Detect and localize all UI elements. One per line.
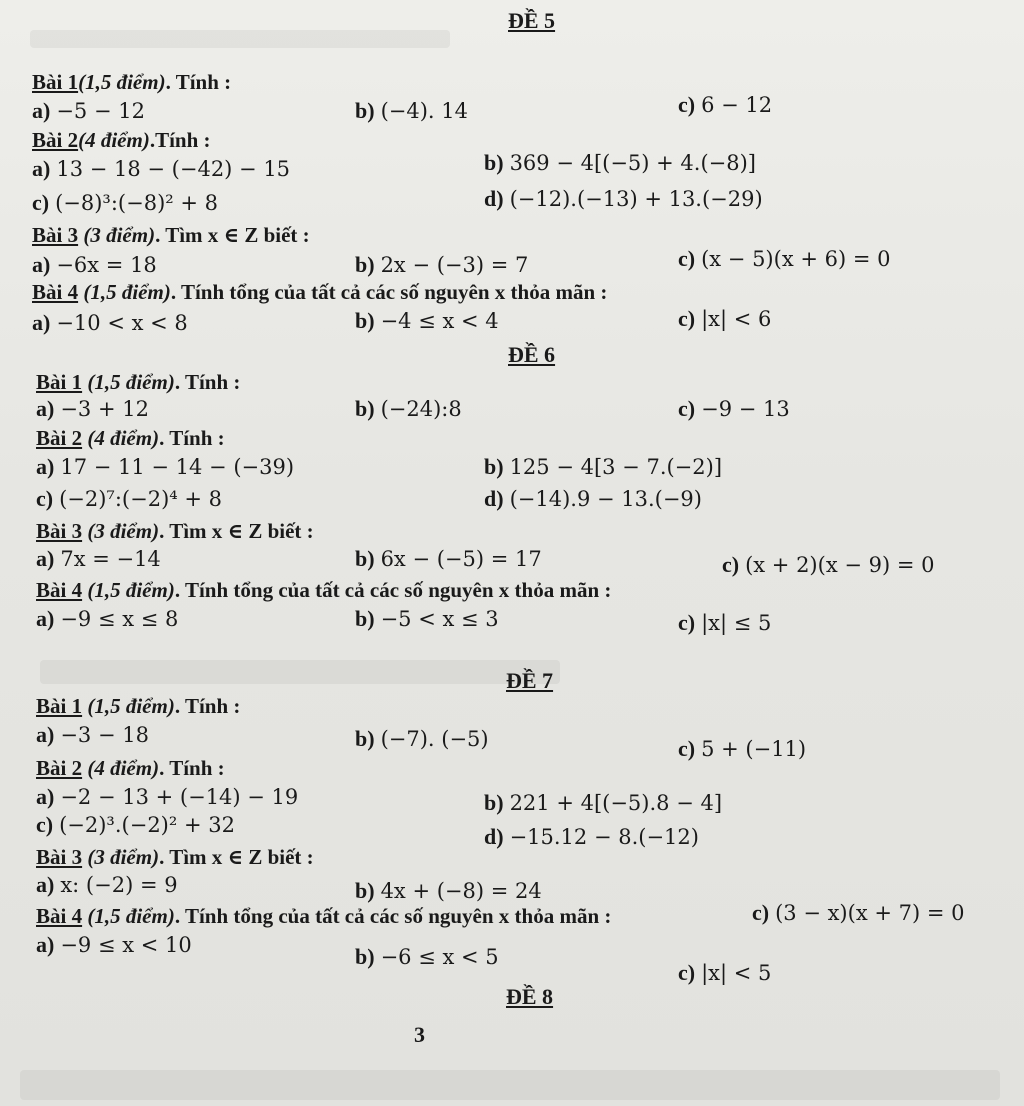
problem-expression: −4 ≤ x < 4 [380,309,499,333]
problem-item [32,310,188,336]
exercise-task: . Tính tổng của tất cả các số nguyên x thỏa mãn : [174,904,612,928]
exercise-number: Bài 1 [36,370,83,394]
problem-expression: (−2)³.(−2)² + 32 [59,813,235,837]
problem-expression: 7x = −14 [60,547,161,571]
exercise-number: Bài 4 [32,280,79,304]
problem-label: b) [355,878,375,903]
problem-expression: 6x − (−5) = 17 [380,547,542,571]
exercise-points: (1,5 điểm) [87,694,175,718]
problem-expression: 5 + (−11) [701,737,807,761]
exercise-number: Bài 3 [32,223,79,247]
problem-expression: (−14).9 − 13.(−9) [509,487,702,511]
page-number: 3 [414,1022,425,1047]
exercise-task: . Tính : [159,756,225,780]
exercise-points: (4 điểm) [87,426,160,450]
exercise-points: (4 điểm) [87,756,160,780]
problem-item [484,186,763,212]
exercise-title [36,904,611,929]
exercise-points: (4 điểm) [78,128,150,152]
problem-label: b) [355,546,375,571]
problem-label: c) [678,960,696,985]
problem-label: a) [36,396,55,421]
problem-expression: (−4). 14 [380,99,468,123]
problem-label: c) [36,812,54,837]
problem-expression: (x + 2)(x − 9) = 0 [745,553,935,577]
problem-label: c) [722,552,740,577]
problem-expression: −5 < x ≤ 3 [380,607,499,631]
problem-item [678,610,771,636]
exercise-task: . Tìm x ∈ Z biết : [159,845,314,869]
problem-item [484,150,756,176]
problem-label: a) [32,252,51,277]
problem-label: b) [355,252,375,277]
problem-expression: 4x + (−8) = 24 [380,879,542,903]
problem-expression: (−7). (−5) [380,727,489,751]
problem-item [36,454,294,480]
problem-expression: (−24):8 [380,397,462,421]
problem-item [36,606,178,632]
problem-item [678,92,772,118]
problem-item [355,606,499,632]
problem-label: c) [678,92,696,117]
problem-expression: |x| < 6 [701,307,772,331]
problem-item [678,396,790,422]
problem-item [355,252,528,278]
exercise-title [36,844,314,870]
exercise-number: Bài 1 [36,694,83,718]
section-heading: ĐỀ 6 [508,342,556,367]
problem-expression: |x| < 5 [701,961,772,985]
problem-label: c) [678,736,696,761]
problem-expression: |x| ≤ 5 [701,611,772,635]
exercise-number: Bài 2 [32,128,79,152]
problem-label: a) [32,156,51,181]
problem-item [36,932,192,958]
problem-item [355,878,542,904]
problem-expression: −3 + 12 [60,397,149,421]
problem-item [355,944,499,970]
problem-label: a) [36,454,55,479]
problem-expression: x: (−2) = 9 [60,873,178,897]
exercise-title [36,370,240,395]
exercise-task: . Tìm x ∈ Z biết : [159,519,314,543]
problem-label: a) [32,98,51,123]
exercise-points: (1,5 điểm) [87,904,175,928]
exercise-number: Bài 3 [36,845,83,869]
problem-label: d) [484,186,504,211]
problem-item [722,552,934,578]
problem-expression: 125 − 4[3 − 7.(−2)] [509,455,723,479]
problem-item [355,546,542,572]
exercise-points: (3 điểm) [83,223,156,247]
problem-item [32,98,145,124]
problem-label: a) [36,932,55,957]
exercise-title [32,280,607,305]
problem-label: a) [32,310,51,335]
problem-label: c) [36,486,54,511]
problem-label: d) [484,824,504,849]
exercise-points: (1,5 điểm) [83,280,171,304]
exercise-task: . Tính tổng của tất cả các số nguyên x thỏa mãn : [174,578,612,602]
problem-expression: −9 ≤ x < 10 [60,933,192,957]
problem-expression: 13 − 18 − (−42) − 15 [56,157,291,181]
section-heading: ĐỀ 7 [506,668,554,693]
problem-label: b) [484,790,504,815]
problem-label: a) [36,872,55,897]
problem-label: a) [36,546,55,571]
exercise-points: (1,5 điểm) [87,578,175,602]
problem-item [678,736,806,762]
problem-item [32,252,157,278]
exercise-number: Bài 2 [36,426,83,450]
problem-item [752,900,964,926]
problem-item [36,722,149,748]
exercise-title [36,756,225,781]
problem-label: a) [36,606,55,631]
problem-expression: (3 − x)(x + 7) = 0 [775,901,965,925]
exercise-task: . Tính : [159,426,225,450]
scan-smudge [30,30,450,48]
exercise-title [36,518,314,544]
exercise-task: . Tính : [174,370,241,394]
problem-label: b) [355,606,375,631]
problem-label: b) [355,308,375,333]
problem-label: c) [752,900,770,925]
scan-smudge [20,1070,1000,1100]
exercise-number: Bài 1 [32,70,79,94]
problem-item [36,396,149,422]
problem-expression: (−2)⁷:(−2)⁴ + 8 [59,487,222,511]
problem-item [32,156,290,182]
problem-item [32,190,218,216]
problem-expression: 369 − 4[(−5) + 4.(−8)] [509,151,757,175]
problem-expression: −9 ≤ x ≤ 8 [60,607,179,631]
problem-label: c) [678,396,696,421]
problem-expression: (−8)³:(−8)² + 8 [55,191,218,215]
section-heading: ĐỀ 5 [508,8,556,33]
exercise-number: Bài 4 [36,578,83,602]
problem-item [484,486,702,512]
exercise-task: .Tính : [149,128,211,152]
problem-expression: (x − 5)(x + 6) = 0 [701,247,891,271]
problem-item [36,784,298,810]
exercise-number: Bài 4 [36,904,83,928]
problem-expression: −2 − 13 + (−14) − 19 [60,785,299,809]
exercise-task: . Tính : [165,70,232,94]
exercise-number: Bài 3 [36,519,83,543]
problem-expression: −5 − 12 [56,99,145,123]
problem-item [36,546,161,572]
problem-label: a) [36,722,55,747]
problem-label: b) [355,944,375,969]
exercise-task: . Tìm x ∈ Z biết : [155,223,310,247]
problem-expression: −3 − 18 [60,723,149,747]
problem-label: b) [484,454,504,479]
problem-label: a) [36,784,55,809]
exercise-points: (3 điểm) [87,519,160,543]
problem-item [355,308,499,334]
scan-smudge [40,660,560,684]
exercise-points: (1,5 điểm) [87,370,175,394]
section-heading: ĐỀ 8 [506,984,554,1009]
exercise-title [32,70,231,95]
problem-item [36,872,178,898]
problem-item [678,306,771,332]
problem-item [355,396,462,422]
exercise-title [36,694,240,719]
exercise-task: . Tính tổng của tất cả các số nguyên x thỏa mãn : [170,280,608,304]
problem-expression: −10 < x < 8 [56,311,188,335]
problem-label: b) [355,396,375,421]
problem-label: b) [355,98,375,123]
exercise-number: Bài 2 [36,756,83,780]
problem-label: d) [484,486,504,511]
problem-label: b) [484,150,504,175]
exercise-points: (1,5 điểm) [78,70,166,94]
exercise-title [36,426,225,451]
problem-expression: 17 − 11 − 14 − (−39) [60,455,295,479]
exercise-title [36,578,611,603]
problem-label: c) [32,190,50,215]
problem-label: c) [678,246,696,271]
problem-item [484,824,699,850]
problem-item [355,98,468,124]
problem-expression: −6 ≤ x < 5 [380,945,499,969]
problem-expression: (−12).(−13) + 13.(−29) [509,187,763,211]
problem-item [36,486,222,512]
problem-expression: −9 − 13 [701,397,790,421]
exercise-points: (3 điểm) [87,845,160,869]
problem-expression: −15.12 − 8.(−12) [509,825,699,849]
problem-label: c) [678,306,696,331]
problem-item [484,790,722,816]
problem-item [678,960,771,986]
exercise-title [32,222,310,248]
problem-expression: 6 − 12 [701,93,773,117]
problem-item [355,726,489,752]
exercise-title [32,128,211,153]
problem-expression: 221 + 4[(−5).8 − 4] [509,791,723,815]
problem-item [678,246,890,272]
problem-item [484,454,722,480]
problem-expression: −6x = 18 [56,253,157,277]
exercise-task: . Tính : [174,694,241,718]
problem-label: c) [678,610,696,635]
problem-item [36,812,235,838]
problem-label: b) [355,726,375,751]
problem-expression: 2x − (−3) = 7 [380,253,529,277]
